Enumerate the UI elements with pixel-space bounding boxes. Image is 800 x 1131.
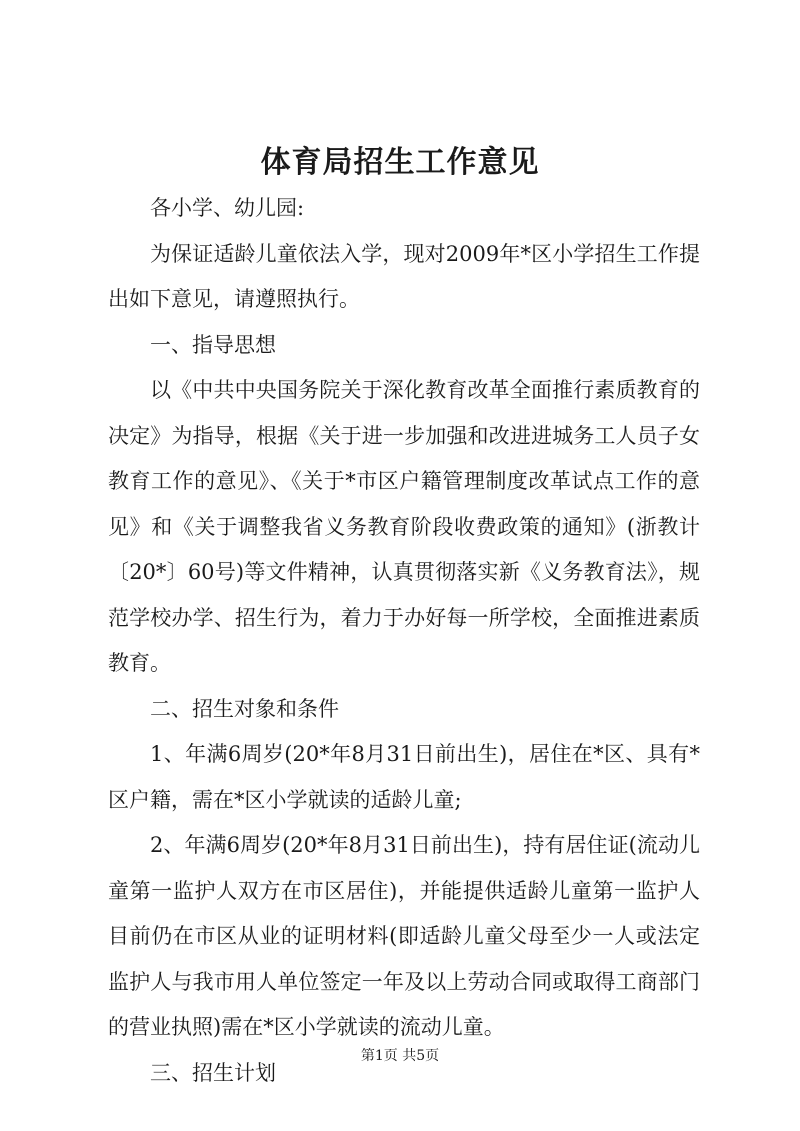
paragraph-condition-1: 1、年满6周岁(20*年8月31日前出生)，居住在*区、具有*区户籍，需在*区小学就读的适龄儿童; xyxy=(108,742,700,812)
heading-guiding-ideology: 一、指导思想 xyxy=(150,332,276,357)
page-number-footer: 第1页 共5页 xyxy=(360,1048,440,1064)
document-body xyxy=(108,186,700,1096)
paragraph-salutation: 各小学、幼儿园: xyxy=(150,196,305,220)
heading-enrollment-plan: 三、招生计划 xyxy=(150,1060,276,1085)
document-title: 体育局招生工作意见 xyxy=(260,145,540,180)
heading-enrollment-targets: 二、招生对象和条件 xyxy=(150,696,339,721)
paragraph-guiding-ideology: 以《中共中央国务院关于深化教育改革全面推行素质教育的决定》为指导，根据《关于进一步加强和改进进城务工人员子女教育工作的意见》、《关于*市区户籍管理制度改革试点工作的意见》和《关于调整我省义务教育阶段收费政策的通知》(浙教计〔20*〕60号)等文件精神，认真贯彻落实新《义务教育法》，规范学校办学、招生行为，着力于办好每一所学校，全面推进素质教育。 xyxy=(108,378,700,675)
paragraph-intro: 为保证适龄儿童依法入学，现对2009年*区小学招生工作提出如下意见，请遵照执行。 xyxy=(108,241,700,311)
paragraph-condition-2: 2、年满6周岁(20*年8月31日前出生)，持有居住证(流动儿童第一监护人双方在市区居住)，并能提供适龄儿童第一监护人目前仍在市区从业的证明材料(即适龄儿童父母至少一人或法定监护人与我市用人单位签定一年及以上劳动合同或取得工商部门的营业执照)需在*区小学就读的流动儿童。 xyxy=(108,833,700,1039)
